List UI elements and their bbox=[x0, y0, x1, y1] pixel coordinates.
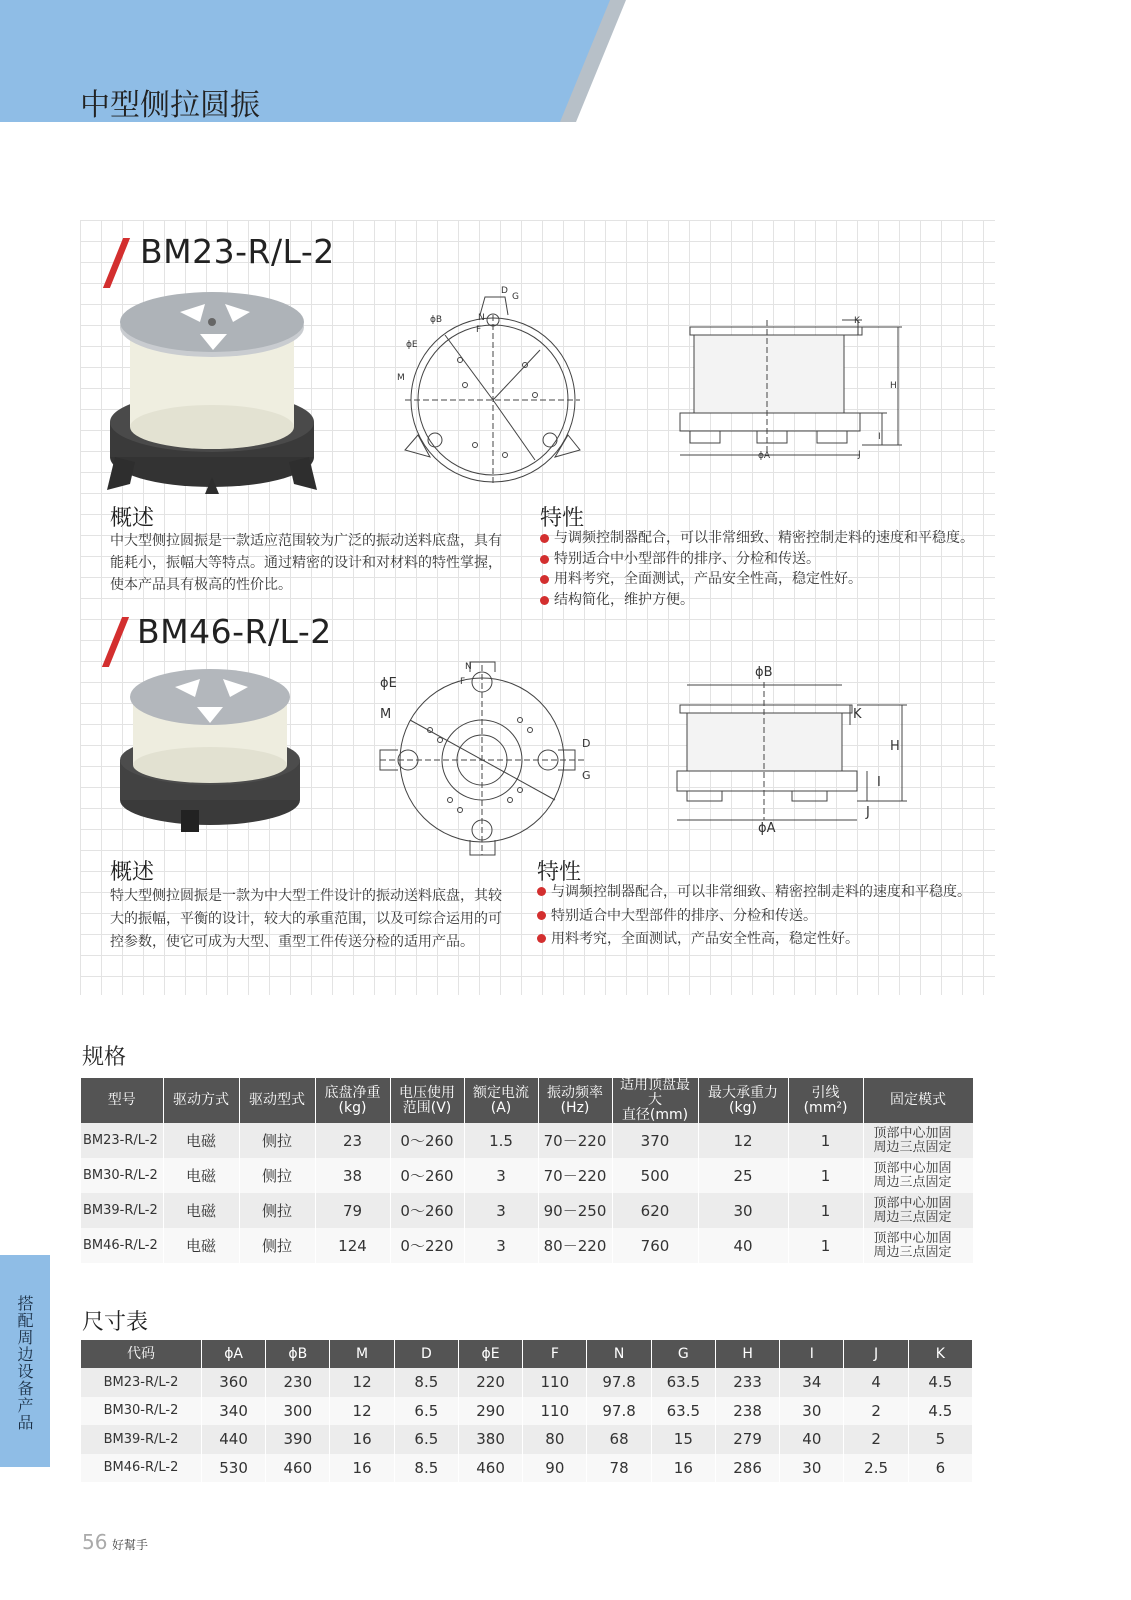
table-cell: 90－250 bbox=[538, 1193, 612, 1228]
dim-label-phiB: ϕB bbox=[755, 665, 773, 680]
table-cell: 1.5 bbox=[464, 1123, 538, 1158]
dim-label-K: K bbox=[854, 316, 860, 326]
table-cell: 80－220 bbox=[538, 1228, 612, 1263]
dim-label-phiA: ϕA bbox=[758, 451, 771, 461]
table-cell: 电磁 bbox=[163, 1228, 239, 1263]
table-row bbox=[81, 1123, 973, 1158]
table-cell: 16 bbox=[330, 1425, 394, 1454]
column-header: 最大承重力 (kg) bbox=[698, 1078, 788, 1123]
spec-table bbox=[81, 1078, 974, 1263]
table-cell: 220 bbox=[458, 1368, 522, 1397]
features-list bbox=[537, 881, 971, 952]
table-cell: 3 bbox=[464, 1228, 538, 1263]
table-cell: 侧拉 bbox=[239, 1158, 315, 1193]
table-cell: 40 bbox=[780, 1425, 844, 1454]
column-header: ϕE bbox=[458, 1340, 522, 1368]
table-cell: 1 bbox=[788, 1193, 863, 1228]
column-header: H bbox=[715, 1340, 779, 1368]
table-cell: 500 bbox=[612, 1158, 698, 1193]
column-header: I bbox=[780, 1340, 844, 1368]
table-cell: 440 bbox=[201, 1425, 265, 1454]
column-header: 适用顶盘最大 直径(mm) bbox=[612, 1078, 698, 1123]
column-header: 振动频率 (Hz) bbox=[538, 1078, 612, 1123]
table-cell: 16 bbox=[330, 1454, 394, 1483]
table-row bbox=[81, 1368, 973, 1397]
table-cell: 530 bbox=[201, 1454, 265, 1483]
table-cell: 0～220 bbox=[390, 1228, 464, 1263]
dim-label-D: D bbox=[501, 286, 508, 296]
overview-heading: 概述 bbox=[110, 506, 155, 531]
table-cell: 460 bbox=[458, 1454, 522, 1483]
table-row bbox=[81, 1454, 973, 1483]
column-header: J bbox=[844, 1340, 908, 1368]
table-row bbox=[81, 1158, 973, 1193]
table-cell: 12 bbox=[698, 1123, 788, 1158]
spec-table-title: 规格 bbox=[82, 1045, 127, 1070]
feature-item: 特别适合中小型部件的排序、分检和传送。 bbox=[540, 549, 974, 570]
table-cell: 1 bbox=[788, 1228, 863, 1263]
table-cell: 290 bbox=[458, 1397, 522, 1426]
table-cell: 顶部中心加固 周边三点固定 bbox=[863, 1228, 973, 1263]
table-cell: 4 bbox=[844, 1368, 908, 1397]
column-header: 底盘净重 (kg) bbox=[315, 1078, 390, 1123]
table-cell: 6.5 bbox=[394, 1425, 458, 1454]
column-header: N bbox=[587, 1340, 651, 1368]
table-cell: 电磁 bbox=[163, 1158, 239, 1193]
table-cell: 460 bbox=[266, 1454, 330, 1483]
table-cell: 4.5 bbox=[908, 1397, 972, 1426]
table-cell: 12 bbox=[330, 1397, 394, 1426]
feature-item: 特别适合中大型部件的排序、分检和传送。 bbox=[537, 905, 971, 929]
table-cell: 23 bbox=[315, 1123, 390, 1158]
table-cell: 68 bbox=[587, 1425, 651, 1454]
table-cell: 63.5 bbox=[651, 1397, 715, 1426]
table-cell: 0～260 bbox=[390, 1158, 464, 1193]
table-cell: 15 bbox=[651, 1425, 715, 1454]
table-cell: 230 bbox=[266, 1368, 330, 1397]
dim-label-phiB: ϕB bbox=[430, 315, 443, 325]
dim-label-D: D bbox=[582, 737, 591, 750]
table-cell: BM30-R/L-2 bbox=[81, 1158, 163, 1193]
table-cell: 电磁 bbox=[163, 1193, 239, 1228]
top-view-drawing bbox=[370, 660, 595, 860]
table-cell: 233 bbox=[715, 1368, 779, 1397]
dim-label-K: K bbox=[853, 707, 862, 722]
feature-item: 用料考究，全面测试，产品安全性高，稳定性好。 bbox=[537, 928, 971, 952]
table-cell: 340 bbox=[201, 1397, 265, 1426]
table-cell: BM46-R/L-2 bbox=[81, 1454, 201, 1483]
product-photo bbox=[115, 660, 305, 850]
table-cell: 4.5 bbox=[908, 1368, 972, 1397]
product-photo bbox=[105, 282, 320, 500]
dim-label-H: H bbox=[890, 739, 900, 754]
table-cell: 300 bbox=[266, 1397, 330, 1426]
dim-label-N: N bbox=[465, 662, 472, 672]
table-cell: 760 bbox=[612, 1228, 698, 1263]
column-header: M bbox=[330, 1340, 394, 1368]
column-header: K bbox=[908, 1340, 972, 1368]
table-cell: 12 bbox=[330, 1368, 394, 1397]
column-header: G bbox=[651, 1340, 715, 1368]
dim-label-J: J bbox=[866, 805, 870, 820]
feature-item: 结构简化，维护方便。 bbox=[540, 590, 974, 611]
table-cell: BM39-R/L-2 bbox=[81, 1193, 163, 1228]
table-cell: 80 bbox=[523, 1425, 587, 1454]
dim-label-I: I bbox=[878, 432, 881, 442]
side-tab-label: 搭配周边设备产品 bbox=[15, 1295, 34, 1431]
table-cell: 30 bbox=[780, 1454, 844, 1483]
page-title: 中型侧拉圆振 bbox=[80, 88, 260, 123]
column-header: 代码 bbox=[81, 1340, 201, 1368]
table-cell: 6 bbox=[908, 1454, 972, 1483]
table-cell: 侧拉 bbox=[239, 1123, 315, 1158]
table-cell: 0～260 bbox=[390, 1123, 464, 1158]
table-cell: 电磁 bbox=[163, 1123, 239, 1158]
table-cell: 279 bbox=[715, 1425, 779, 1454]
feature-item: 与调频控制器配合，可以非常细致、精密控制走料的速度和平稳度。 bbox=[537, 881, 971, 905]
table-cell: 3 bbox=[464, 1158, 538, 1193]
table-cell: 30 bbox=[780, 1397, 844, 1426]
table-cell: 3 bbox=[464, 1193, 538, 1228]
dim-label-M: M bbox=[397, 373, 405, 383]
column-header: 驱动方式 bbox=[163, 1078, 239, 1123]
dim-table-title: 尺寸表 bbox=[82, 1310, 149, 1335]
column-header: 型号 bbox=[81, 1078, 163, 1123]
column-header: D bbox=[394, 1340, 458, 1368]
column-header: F bbox=[523, 1340, 587, 1368]
table-cell: 370 bbox=[612, 1123, 698, 1158]
column-header: 电压使用 范围(V) bbox=[390, 1078, 464, 1123]
table-cell: 70－220 bbox=[538, 1123, 612, 1158]
table-cell: 79 bbox=[315, 1193, 390, 1228]
overview-text: 特大型侧拉圆振是一款为中大型工件设计的振动送料底盘，其较大的振幅，平衡的设计，较大的承重范围，以及可综合运用的可控参数，使它可成为大型、重型工件传送分检的适用产品。 bbox=[110, 888, 502, 950]
table-cell: BM39-R/L-2 bbox=[81, 1425, 201, 1454]
table-row bbox=[81, 1397, 973, 1426]
table-cell: 顶部中心加固 周边三点固定 bbox=[863, 1158, 973, 1193]
table-cell: 360 bbox=[201, 1368, 265, 1397]
dim-label-F: F bbox=[460, 677, 466, 687]
table-cell: 顶部中心加固 周边三点固定 bbox=[863, 1123, 973, 1158]
table-cell: 8.5 bbox=[394, 1454, 458, 1483]
dim-label-I: I bbox=[877, 775, 881, 790]
table-cell: 2.5 bbox=[844, 1454, 908, 1483]
side-category-tab bbox=[0, 1255, 50, 1467]
product-model-title: BM23-R/L-2 bbox=[140, 232, 335, 271]
dim-label-M: M bbox=[380, 707, 392, 722]
table-cell: 1 bbox=[788, 1158, 863, 1193]
table-cell: 5 bbox=[908, 1425, 972, 1454]
table-cell: 286 bbox=[715, 1454, 779, 1483]
table-cell: BM30-R/L-2 bbox=[81, 1397, 201, 1426]
table-cell: BM23-R/L-2 bbox=[81, 1123, 163, 1158]
table-cell: 390 bbox=[266, 1425, 330, 1454]
table-header-row bbox=[81, 1340, 973, 1368]
dim-label-G: G bbox=[512, 292, 519, 302]
table-cell: 2 bbox=[844, 1425, 908, 1454]
table-row bbox=[81, 1425, 973, 1454]
dim-label-N: N bbox=[478, 313, 485, 323]
table-cell: 2 bbox=[844, 1397, 908, 1426]
table-cell: 63.5 bbox=[651, 1368, 715, 1397]
column-header: 驱动型式 bbox=[239, 1078, 315, 1123]
table-cell: 110 bbox=[523, 1397, 587, 1426]
table-header-row bbox=[81, 1078, 973, 1123]
column-header: ϕB bbox=[266, 1340, 330, 1368]
dim-label-phiE: ϕE bbox=[380, 676, 397, 691]
table-cell: 6.5 bbox=[394, 1397, 458, 1426]
table-cell: 380 bbox=[458, 1425, 522, 1454]
table-row bbox=[81, 1193, 973, 1228]
table-cell: 16 bbox=[651, 1454, 715, 1483]
table-cell: BM23-R/L-2 bbox=[81, 1368, 201, 1397]
table-cell: 78 bbox=[587, 1454, 651, 1483]
dim-label-phiA: ϕA bbox=[758, 821, 776, 836]
top-view-drawing bbox=[390, 285, 590, 485]
dimension-table bbox=[81, 1340, 973, 1482]
table-cell: 25 bbox=[698, 1158, 788, 1193]
table-cell: 8.5 bbox=[394, 1368, 458, 1397]
side-view-drawing bbox=[672, 315, 907, 470]
table-cell: 40 bbox=[698, 1228, 788, 1263]
page-number: 56 bbox=[82, 1530, 108, 1554]
table-cell: 238 bbox=[715, 1397, 779, 1426]
table-cell: BM46-R/L-2 bbox=[81, 1228, 163, 1263]
table-cell: 侧拉 bbox=[239, 1193, 315, 1228]
table-cell: 90 bbox=[523, 1454, 587, 1483]
table-cell: 顶部中心加固 周边三点固定 bbox=[863, 1193, 973, 1228]
table-cell: 38 bbox=[315, 1158, 390, 1193]
feature-item: 与调频控制器配合，可以非常细致、精密控制走料的速度和平稳度。 bbox=[540, 528, 974, 549]
column-header: ϕA bbox=[201, 1340, 265, 1368]
dim-label-F: F bbox=[476, 325, 482, 335]
dim-label-H: H bbox=[890, 381, 897, 391]
features-list bbox=[540, 528, 974, 610]
feature-item: 用料考究，全面测试，产品安全性高，稳定性好。 bbox=[540, 569, 974, 590]
features-heading: 特性 bbox=[540, 506, 585, 531]
table-cell: 620 bbox=[612, 1193, 698, 1228]
product-model-title: BM46-R/L-2 bbox=[137, 612, 332, 651]
table-cell: 30 bbox=[698, 1193, 788, 1228]
table-cell: 97.8 bbox=[587, 1368, 651, 1397]
table-cell: 97.8 bbox=[587, 1397, 651, 1426]
footer-brand: 好幫手 bbox=[112, 1538, 149, 1552]
table-row bbox=[81, 1228, 973, 1263]
dim-label-phiE: ϕE bbox=[406, 340, 418, 350]
overview-heading: 概述 bbox=[110, 860, 155, 885]
features-heading: 特性 bbox=[537, 860, 582, 885]
table-cell: 124 bbox=[315, 1228, 390, 1263]
table-cell: 0～260 bbox=[390, 1193, 464, 1228]
table-cell: 1 bbox=[788, 1123, 863, 1158]
column-header: 额定电流 (A) bbox=[464, 1078, 538, 1123]
table-cell: 110 bbox=[523, 1368, 587, 1397]
table-cell: 侧拉 bbox=[239, 1228, 315, 1263]
table-cell: 34 bbox=[780, 1368, 844, 1397]
table-cell: 70－220 bbox=[538, 1158, 612, 1193]
overview-text: 中大型侧拉圆振是一款适应范围较为广泛的振动送料底盘，具有能耗小，振幅大等特点。通过精密的设计和对材料的特性掌握，使本产品具有极高的性价比。 bbox=[110, 533, 502, 593]
column-header: 引线(mm²) bbox=[788, 1078, 863, 1123]
dim-label-G: G bbox=[582, 769, 591, 782]
side-view-drawing bbox=[672, 680, 912, 840]
column-header: 固定模式 bbox=[863, 1078, 973, 1123]
dim-label-J: J bbox=[858, 450, 861, 460]
